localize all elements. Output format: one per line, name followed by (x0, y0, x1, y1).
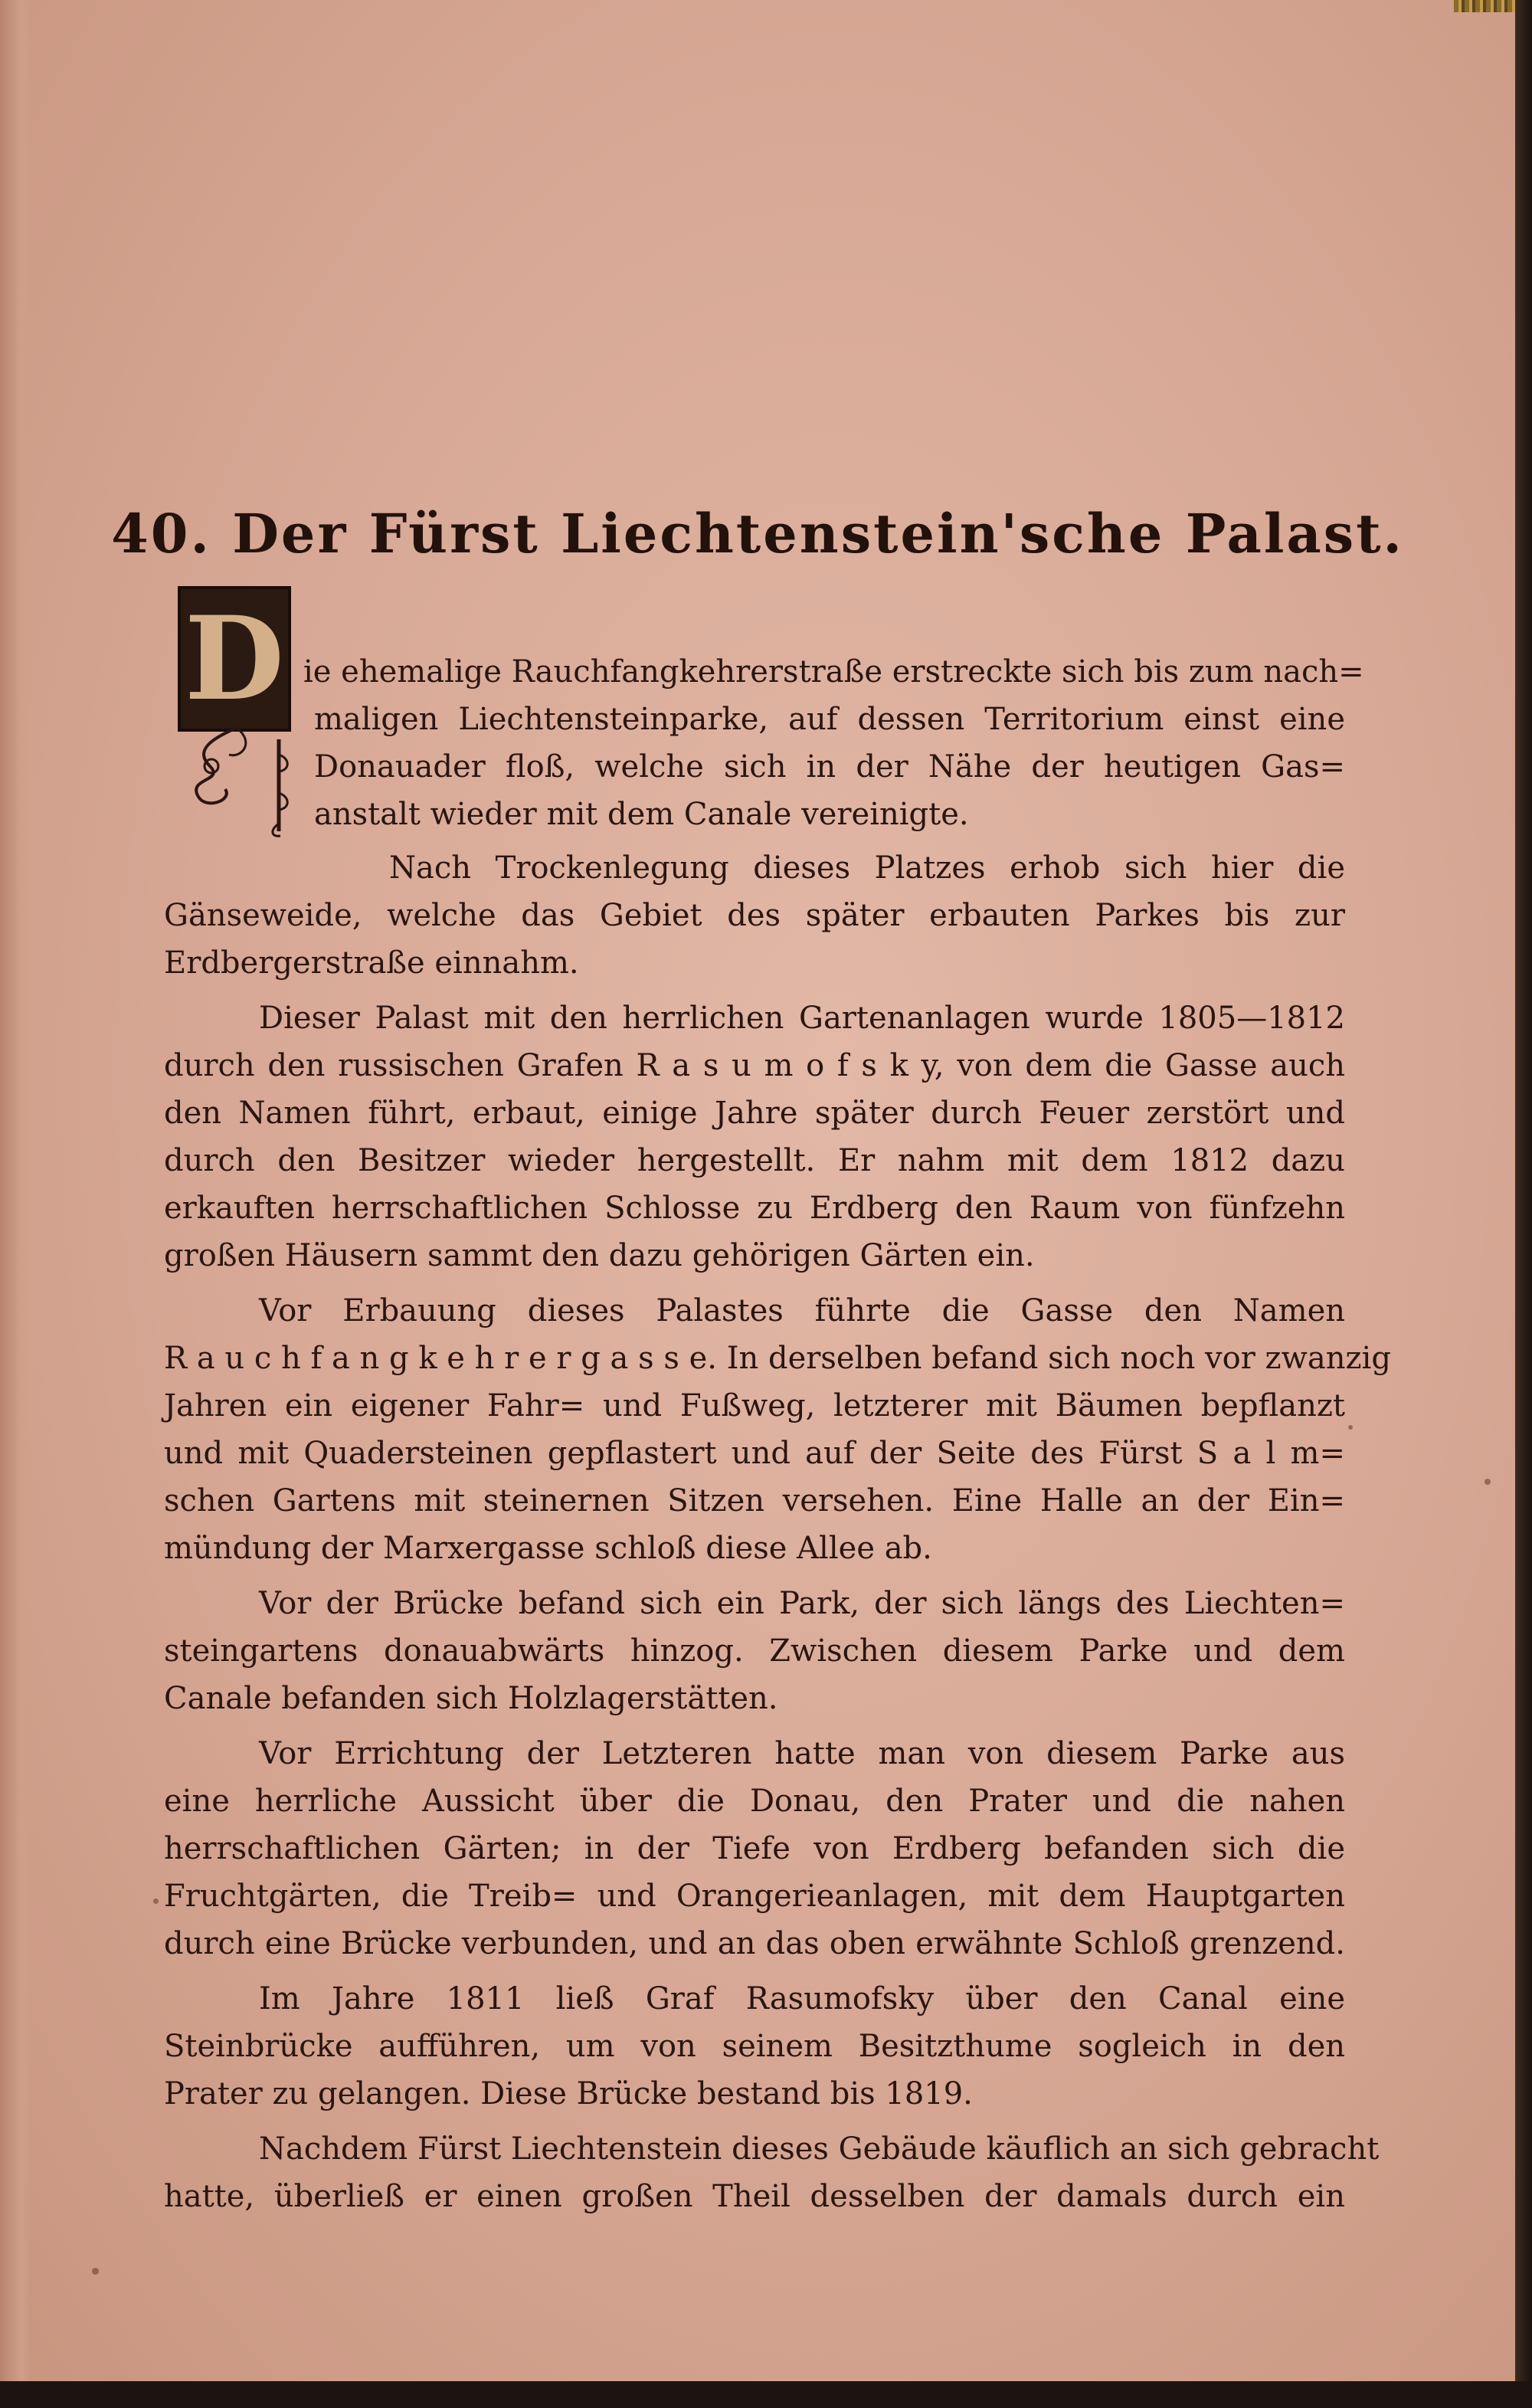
text-line: Donauader floß, welche sich in der Nähe der heutigen Gas= (314, 749, 1345, 785)
text-line: durch den Besitzer wieder hergestellt. Er nahm mit dem 1812 dazu (164, 1143, 1345, 1178)
text-line: Prater zu gelangen. Diese Brücke bestand bis 1819. (164, 2076, 973, 2112)
paper-speck (92, 2268, 99, 2275)
text-line: durch eine Brücke verbunden, und an das oben erwähnte Schloß grenzend. (164, 1926, 1345, 1961)
gilt-edge (1454, 0, 1515, 12)
page-gutter-shadow (0, 0, 31, 2381)
text-line: maligen Liechtensteinparke, auf dessen Territorium einst eine (314, 702, 1345, 737)
text-line: Canale befanden sich Holzlagerstätten. (164, 1681, 778, 1716)
text-line: mündung der Marxergasse schloß diese Allee ab. (164, 1531, 932, 1566)
text-line: großen Häusern sammt den dazu gehörigen Gärten ein. (164, 1238, 1035, 1273)
text-line: hatte, überließ er einen großen Theil desselben der damals durch ein (164, 2179, 1345, 2214)
background-bottom (0, 2381, 1532, 2408)
decorative-initial (164, 586, 299, 839)
initial-letter: D (184, 591, 285, 726)
text-line: herrschaftlichen Gärten; in der Tiefe von Erdberg befanden sich die (164, 1831, 1345, 1866)
text-line: Dieser Palast mit den herrlichen Gartenanlagen wurde 1805—1812 (259, 1001, 1345, 1036)
text-line: Vor Erbauung dieses Palastes führte die Gasse den Namen (259, 1293, 1345, 1328)
text-line: anstalt wieder mit dem Canale vereinigte. (314, 797, 969, 832)
text-line: Erdbergerstraße einnahm. (164, 945, 579, 981)
text-line: schen Gartens mit steinernen Sitzen versehen. Eine Halle an der Ein= (164, 1483, 1345, 1519)
text-line: eine herrliche Aussicht über die Donau, den Prater und die nahen (164, 1784, 1345, 1819)
text-line: Gänseweide, welche das Gebiet des später erbauten Parkes bis zur (164, 898, 1345, 933)
text-line: und mit Quadersteinen gepflastert und auf der Seite des Fürst S a l m= (164, 1436, 1345, 1471)
initial-flourish-icon (164, 724, 299, 839)
text-line: Im Jahre 1811 ließ Graf Rasumofsky über den Canal eine (259, 1981, 1345, 2016)
text-line: Fruchtgärten, die Treib= und Orangerieanlagen, mit dem Hauptgarten (164, 1879, 1345, 1914)
text-line: steingartens donauabwärts hinzog. Zwischen diesem Parke und dem (164, 1633, 1345, 1669)
text-line: Vor der Brücke befand sich ein Park, der sich längs des Liechten= (259, 1586, 1345, 1621)
text-line: Vor Errichtung der Letzteren hatte man von diesem Parke aus (259, 1736, 1345, 1771)
book-spine-edge (1515, 0, 1532, 2408)
chapter-title: 40. Der Fürst Liechtenstein'sche Palast. (111, 502, 1404, 565)
text-line: den Namen führt, erbaut, einige Jahre später durch Feuer zerstört und (164, 1096, 1345, 1131)
text-line: Steinbrücke aufführen, um von seinem Besitzthume sogleich in den (164, 2029, 1345, 2064)
text-line: ie ehemalige Rauchfangkehrerstraße erstreckte sich bis zum nach= (303, 654, 1364, 690)
paper-speck (1485, 1479, 1491, 1485)
text-line: durch den russischen Grafen R a s u m o f s k y, von dem die Gasse auch (164, 1048, 1345, 1083)
text-line: Jahren ein eigener Fahr= und Fußweg, letzterer mit Bäumen bepflanzt (164, 1388, 1345, 1424)
text-line: R a u c h f a n g k e h r e r g a s s e. In derselben befand sich noch vor zwanzig (164, 1341, 1391, 1376)
paper-speck (1348, 1425, 1353, 1430)
paper-speck (153, 1899, 159, 1904)
text-line: Nach Trockenlegung dieses Platzes erhob sich hier die (389, 850, 1345, 886)
text-line: erkauften herrschaftlichen Schlosse zu Erdberg den Raum von fünfzehn (164, 1191, 1345, 1226)
text-line: Nachdem Fürst Liechtenstein dieses Gebäude käuflich an sich gebracht (259, 2131, 1380, 2167)
